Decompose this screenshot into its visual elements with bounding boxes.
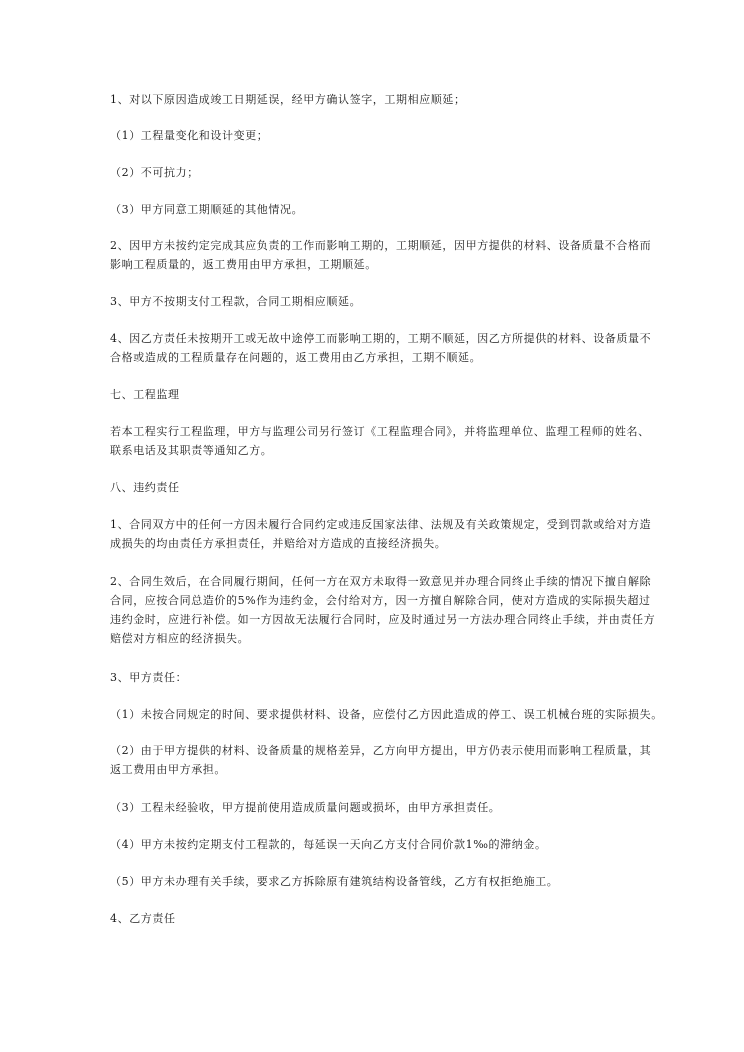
text-line: （1）未按合同规定的时间、要求提供材料、设备，应偿付乙方因此造成的停工、误工机械台班的实际损失。 [110, 708, 663, 721]
text-line: 2、合同生效后，在合同履行期间，任何一方在双方未取得一致意见并办理合同终止手续的情况下擅自解除 [110, 575, 652, 588]
paragraph [110, 422, 650, 460]
paragraph [110, 236, 652, 274]
text-line: （3）甲方同意工期顺延的其他情况。 [110, 203, 304, 216]
section-heading [110, 478, 640, 497]
text-line: （2）不可抗力； [110, 166, 199, 179]
paragraph [110, 200, 640, 219]
text-line: 1、合同双方中的任何一方因未履行合同约定或违反国家法律、法规及有关政策规定，受到罚款或给对方造 [110, 518, 652, 531]
paragraph [110, 872, 640, 891]
paragraph [110, 798, 640, 817]
paragraph [110, 126, 640, 145]
paragraph [110, 835, 640, 854]
paragraph [110, 292, 640, 311]
text-line: 赔偿对方相应的经济损失。 [110, 632, 250, 645]
text-line: 4、乙方责任 [110, 912, 176, 925]
paragraph [110, 705, 663, 724]
text-line: （4）甲方未按约定期支付工程款的，每延误一天向乙方支付合同价款1‰的滞纳金。 [110, 838, 547, 851]
text-line: 1、对以下原因造成竣工日期延误，经甲方确认签字，工期相应顺延； [110, 93, 466, 106]
text-line: （2）由于甲方提供的材料、设备质量的规格差异，乙方向甲方提出，甲方仍表示使用而影响工程质量，其 [110, 744, 652, 757]
text-line: 成损失的均由责任方承担责任，并赔给对方造成的直接经济损失。 [110, 537, 447, 550]
paragraph [110, 668, 640, 687]
text-line: 合同，应按合同总造价的5%作为违约金，会付给对方，因一方擅自解除合同，使对方造成的实际损失超过 [110, 594, 651, 607]
paragraph [110, 90, 640, 109]
text-line: 违约金时，应进行补偿。如一方因故无法履行合同时，应及时通过另一方法办理合同终止手续，并由责任方 [110, 613, 656, 626]
text-line: （3）工程未经验收，甲方提前使用造成质量问题或损坏，由甲方承担责任。 [110, 801, 501, 814]
section-heading [110, 909, 640, 928]
text-line: （1）工程量变化和设计变更； [110, 129, 269, 142]
paragraph [110, 741, 652, 779]
section-heading [110, 385, 640, 404]
text-line: 2、因甲方未按约定完成其应负责的工作而影响工期的，工期顺延，因甲方提供的材料、设备质量不合格而 [110, 239, 652, 252]
text-line: （5）甲方未办理有关手续，要求乙方拆除原有建筑结构设备管线，乙方有权拒绝施工。 [110, 875, 559, 888]
text-line: 七、工程监理 [110, 388, 180, 401]
text-line: 3、甲方不按期支付工程款，合同工期相应顺延。 [110, 295, 362, 308]
text-line: 3、甲方责任： [110, 671, 188, 684]
paragraph [110, 572, 656, 648]
text-line: 4、因乙方责任未按期开工或无故中途停工而影响工期的，工期不顺延，因乙方所提供的材料、设备质量不 [110, 332, 652, 345]
text-line: 合格或造成的工程质量存在问题的，返工费用由乙方承担，工期不顺延。 [110, 351, 482, 364]
text-line: 影响工程质量的，返工费用由甲方承担，工期顺延。 [110, 258, 377, 271]
paragraph [110, 329, 652, 367]
paragraph [110, 515, 652, 553]
text-line: 若本工程实行工程监理，甲方与监理公司另行签订《工程监理合同》，并将监理单位、监理工程师的姓名、 [110, 425, 650, 438]
text-line: 返工费用由甲方承担。 [110, 763, 226, 776]
paragraph [110, 163, 640, 182]
text-line: 八、违约责任 [110, 481, 180, 494]
text-line: 联系电话及其职责等通知乙方。 [110, 444, 273, 457]
